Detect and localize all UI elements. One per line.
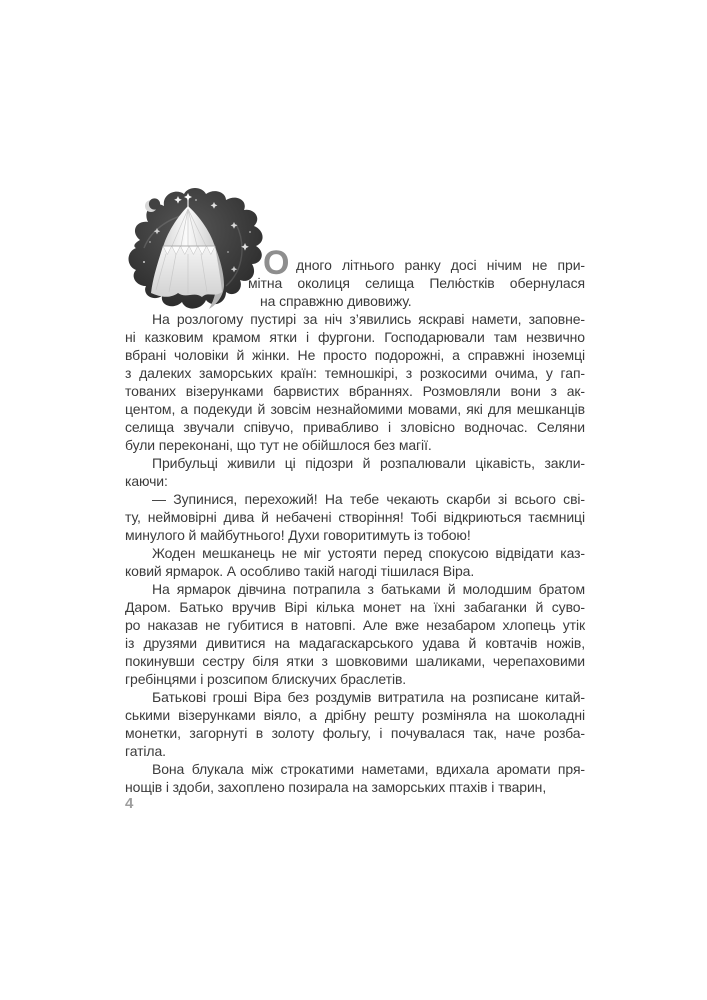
text-line: селища звучали співучо, привабливо і зловісно водночас. Селяни (125, 419, 585, 435)
paragraph (125, 760, 585, 796)
text-line: ковий ярмарок. А особливо такій нагоді тішилася Віра. (125, 563, 475, 579)
text-line: мітна околиця селища Пелю́стків обернулася (248, 275, 585, 291)
text-line: каючи: (125, 473, 168, 489)
text-line: На розлогому пустирі за ніч з’явились яскраві намети, заповне- (152, 311, 585, 327)
text-line: покинувши сестру біля ятки з шовковими шаликами, черепаховими (125, 653, 585, 669)
text-line: ні казковим крамом ятки і фургони. Господарювали там незвично (125, 329, 585, 345)
text-column (125, 244, 585, 796)
text-line: дного літнього ранку досі нічим не при- (296, 257, 585, 273)
paragraph (125, 688, 585, 760)
drop-cap: О (263, 244, 290, 282)
text-line: нощів і здоби, захоплено позирала на заморських птахів і тварин, (125, 779, 547, 795)
page-number: 4 (125, 795, 134, 812)
text-line: ту, неймовірні дива й небачені створіння! Тобі відкриються таємниці (125, 509, 585, 525)
paragraph (125, 490, 585, 544)
text-line: минулого й майбутнього! Духи говоритимуть із тобою! (125, 527, 471, 543)
opening-paragraph (248, 244, 585, 310)
text-line: На ярмарок дівчина потрапила з батьками й молодшим братом (152, 581, 585, 597)
text-line: із друзями дивитися на мадагаскарського удава й ковтачів ножів, (125, 635, 585, 651)
text-line: монетки, загорнуті в золоту фольгу, і почувалася так, наче розба- (125, 725, 585, 741)
text-line: Вона блукала між строкатими наметами, вдихала аромати пря- (152, 761, 585, 777)
text-line: Батькові гроші Віра без роздумів витратила на розписане китай- (152, 689, 585, 705)
text-line: ро наказав не губитися в натовпі. Але вже незабаром хлопець утік (125, 617, 585, 633)
text-line: центом, а подекуди й зовсім незнайомими мовами, які для мешканців (125, 401, 585, 417)
text-line: гребінцями і розсипом блискучих браслетів. (125, 671, 407, 687)
text-line: з далеких заморських країн: темношкірі, з розкосими очима, у гап- (125, 365, 585, 381)
paragraph (125, 580, 585, 688)
text-line: тованих візерунками барвистих вбраннях. Розмовляли вони з ак- (125, 383, 585, 399)
text-line: Прибульці живили ці підозри й розпалювали цікавість, закли- (152, 455, 585, 471)
text-line: були переконані, що тут не обійшлося без магії. (125, 437, 432, 453)
paragraph (125, 544, 585, 580)
paragraph (125, 310, 585, 454)
text-line: Даром. Батько вручив Вірі кілька монет на їхні забаганки й суво- (125, 599, 585, 615)
paragraph (125, 454, 585, 490)
text-line: вбрані чоловіки й жінки. Не просто подорожні, а справжні іноземці (125, 347, 585, 363)
text-line: Жоден мешканець не міг устояти перед спокусою відвідати каз- (152, 545, 585, 561)
text-line: на справжню дивовижу. (260, 293, 412, 309)
text-line: — Зупинися, перехожий! На тебе чекають скарби зі всього сві- (152, 491, 585, 507)
text-line: гатіла. (125, 743, 166, 759)
text-line: ськими візерунками віяло, а дрібну решту розміняла на шоколадні (125, 707, 585, 723)
